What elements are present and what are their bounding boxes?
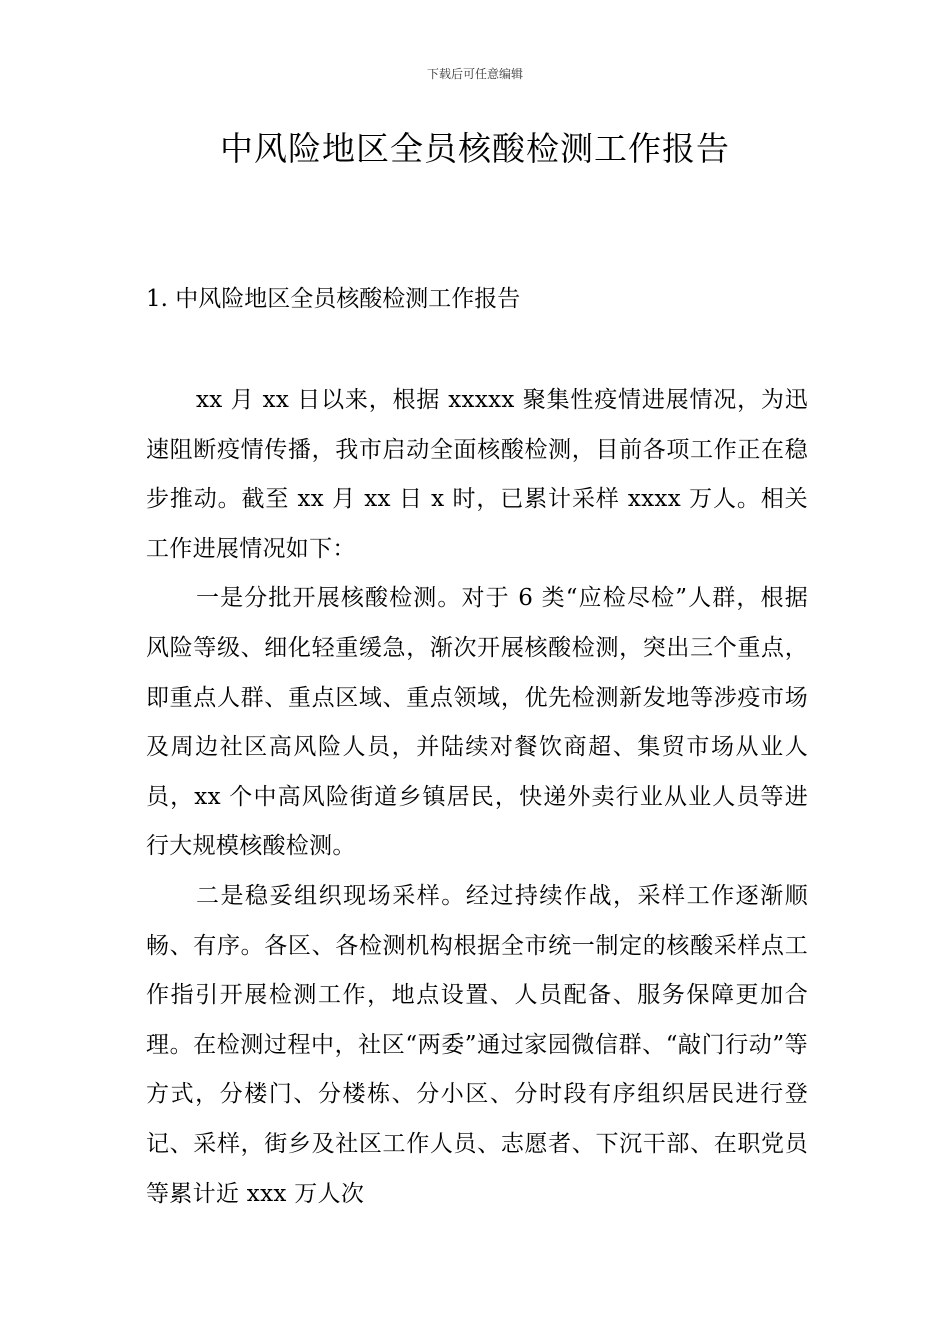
paragraph-sampling: 二是稳妥组织现场采样。经过持续作战，采样工作逐渐顺畅、有序。各区、各检测机构根据全市统一制定的核酸采样点工作指引开展检测工作，地点设置、人员配备、服务保障更加合理。在检测过程中，社区“两委”通过家园微信群、“敲门行动”等方式，分楼门、分楼栋、分小区、分时段有序组织居民进行登记、采样，街乡及社区工作人员、志愿者、下沉干部、在职党员等累计近 xxx 万人次 bbox=[146, 882, 808, 1207]
section-heading: 1. 中风险地区全员核酸检测工作报告 bbox=[146, 286, 521, 312]
paragraph-batch-testing: 一是分批开展核酸检测。对于 6 类“应检尽检”人群，根据风险等级、细化轻重缓急，渐次开展核酸检测，突出三个重点，即重点人群、重点区域、重点领域，优先检测新发地等涉疫市场及周边社区高风险人员，并陆续对餐饮商超、集贸市场从业人员，xx 个中高风险街道乡镇居民，快递外卖行业从业人员等进行大规模核酸检测。 bbox=[146, 585, 808, 860]
header-note: 下载后可任意编辑 bbox=[426, 67, 523, 81]
body-text bbox=[146, 376, 808, 1219]
document-title: 中风险地区全员核酸检测工作报告 bbox=[220, 129, 730, 168]
paragraph-intro: xx 月 xx 日以来，根据 xxxxx 聚集性疫情进展情况，为迅速阻断疫情传播，我市启动全面核酸检测，目前各项工作正在稳步推动。截至 xx 月 xx 日 x 时，已累计采样 xxxx 万人。相关工作进展情况如下： bbox=[146, 387, 808, 562]
